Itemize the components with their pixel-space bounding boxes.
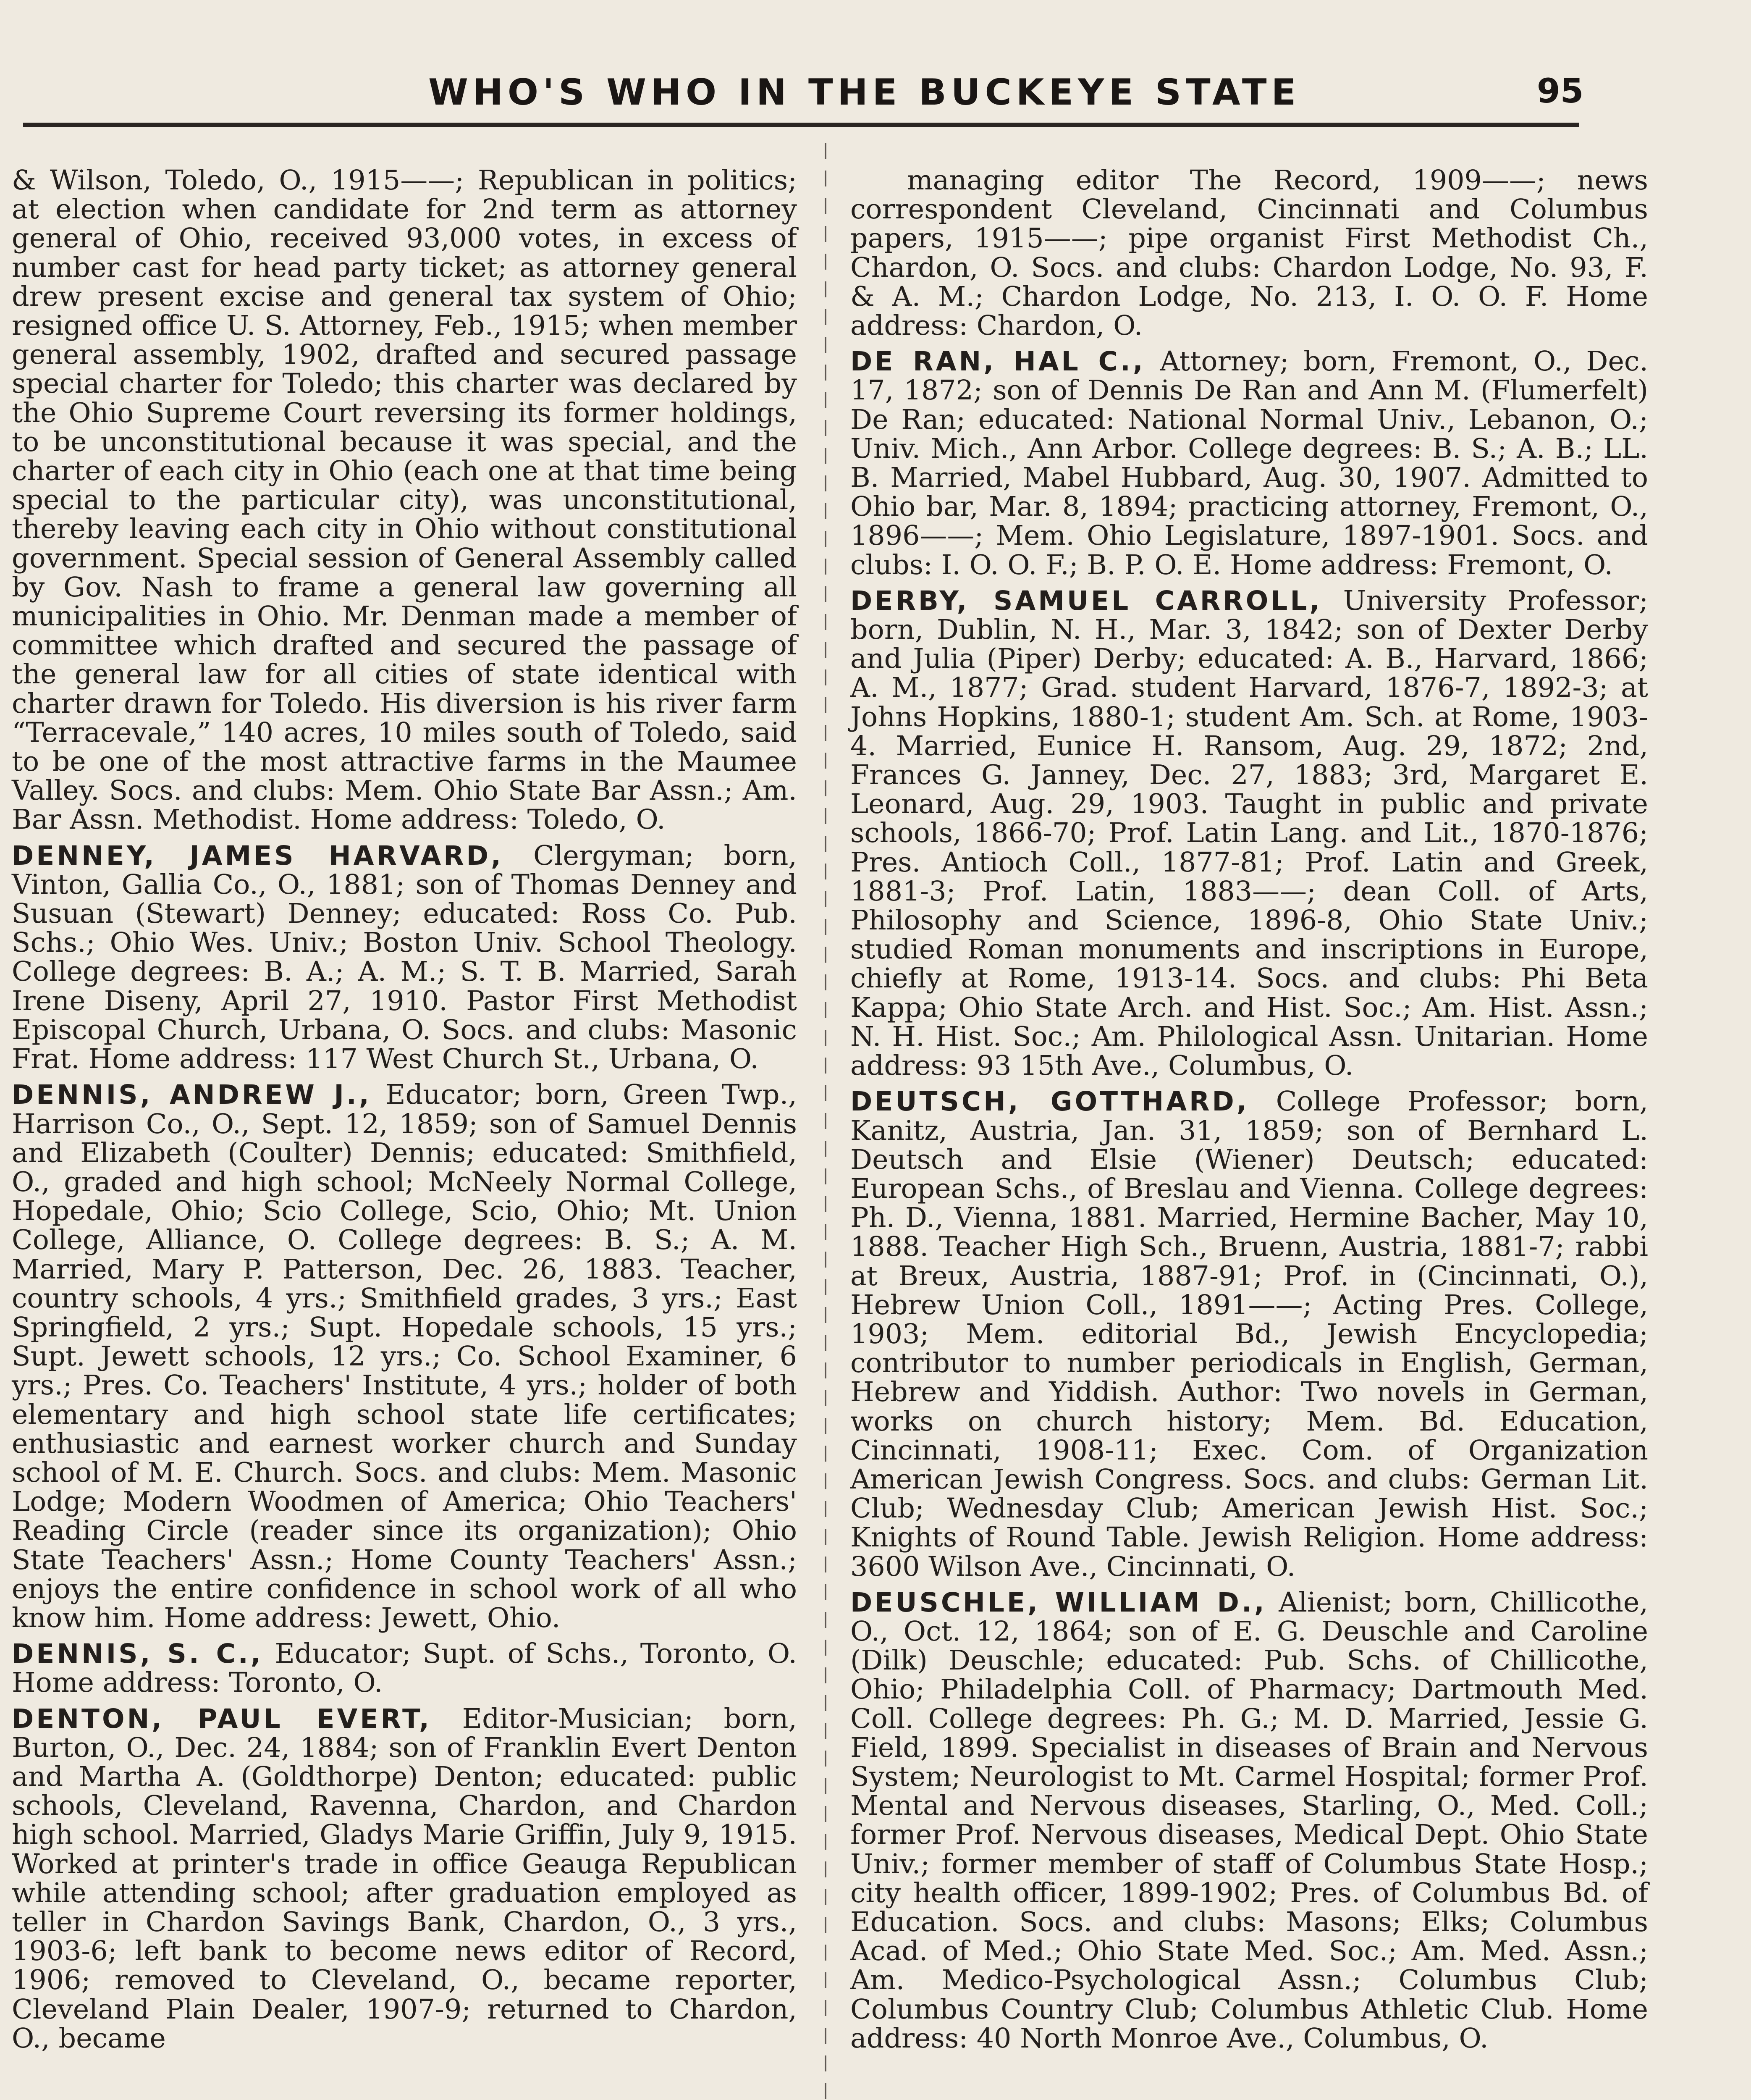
right-column: [850, 166, 1648, 2053]
left-column: [12, 166, 797, 2053]
entry-name: DERBY, SAMUEL CARROLL,: [850, 585, 1322, 616]
biography-entry: [850, 1087, 1648, 1581]
entry-text: University Professor; born, Dublin, N. H., Mar. 3, 1842; son of Dexter Derby and Julia (Piper) Derby; educated: A. B., Harvard, 1866; A. M., 1877; Grad. student Harvard, 1876-7, 1892-3; at Johns Hopkins, 1880-1; student Am. Sch. at Rome, 1903-4. Married, Eunice H. Ransom, Aug. 29, 1872; 2nd, Frances G. Janney, Dec. 27, 1883; 3rd, Margaret E. Leonard, Aug. 29, 1903. Taught in public and private schools, 1866-70; Prof. Latin Lang. and Lit., 1870-1876; Pres. Antioch Coll., 1877-81; Prof. Latin and Greek, 1881-3; Prof. Latin, 1883——; dean Coll. of Arts, Philosophy and Science, 1896-8, Ohio State Univ.; studied Roman monuments and inscriptions in Europe, chiefly at Rome, 1913-14. Socs. and clubs: Phi Beta Kappa; Ohio State Arch. and Hist. Soc.; Am. Hist. Assn.; N. H. Hist. Soc.; Am. Philological Assn. Unitarian. Home address: 93 15th Ave., Columbus, O.: [850, 585, 1648, 1082]
continuation-text: & Wilson, Toledo, O., 1915——; Republican in politics; at election when candidate for 2nd term as attorney general of Ohio, received 93,000 votes, in excess of number cast for head party ticket; as attorney general drew present excise and general tax system of Ohio; resigned office U. S. Attorney, Feb., 1915; when member general assembly, 1902, drafted and secured passage special charter for Toledo; this charter was declared by the Ohio Supreme Court reversing its former holdings, to be unconstitutional because it was special, and the charter of each city in Ohio (each one at that time being special to the particular city), was unconstitutional, thereby leaving each city in Ohio without constitutional government. Special session of General Assembly called by Gov. Nash to frame a general law governing all municipalities in Ohio. Mr. Denman made a member of committee which drafted and secured the passage of the general law for all cities of state identical with charter drawn for Toledo. His diversion is his river farm “Terracevale,” 140 acres, 10 miles south of Toledo, said to be one of the most attractive farms in the Maumee Valley. Socs. and clubs: Mem. Ohio State Bar Assn.; Am. Bar Assn. Methodist. Home address: Toledo, O.: [12, 165, 797, 836]
entry-name: DENNEY, JAMES HARVARD,: [12, 840, 503, 871]
entry-text: Educator; born, Green Twp., Harrison Co., O., Sept. 12, 1859; son of Samuel Dennis and Elizabeth (Coulter) Dennis; educated: Smithfield, O., graded and high school; McNeely Normal College, Hopedale, Ohio; Scio College, Scio, Ohio; Mt. Union College, Alliance, O. College degrees: B. S.; A. M. Married, Mary P. Patterson, Dec. 26, 1883. Teacher, country schools, 4 yrs.; Smithfield grades, 3 yrs.; East Springfield, 2 yrs.; Supt. Hopedale schools, 15 yrs.; Supt. Jewett schools, 12 yrs.; Co. School Examiner, 6 yrs.; Pres. Co. Teachers' Institute, 4 yrs.; holder of both elementary and high school state life certificates; enthusiastic and earnest worker church and Sunday school of M. E. Church. Socs. and clubs: Mem. Masonic Lodge; Modern Woodmen of America; Ohio Teachers' Reading Circle (reader since its organization); Ohio State Teachers' Assn.; Home County Teachers' Assn.; enjoys the entire confidence in school work of all who know him. Home address: Jewett, Ohio.: [12, 1079, 797, 1634]
entry-name: DEUSCHLE, WILLIAM D.,: [850, 1587, 1267, 1618]
biography-entry: [850, 1588, 1648, 2053]
biography-entry: [12, 1080, 797, 1633]
entry-text: College Professor; born, Kanitz, Austria, Jan. 31, 1859; son of Bernhard L. Deutsch and Elsie (Wiener) Deutsch; educated: European Schs., of Breslau and Vienna. College degrees: Ph. D., Vienna, 1881. Married, Hermine Bacher, May 10, 1888. Teacher High Sch., Bruenn, Austria, 1881-7; rabbi at Breux, Austria, 1887-91; Prof. in (Cincinnati, O.), Hebrew Union Coll., 1891——; Acting Pres. College, 1903; Mem. editorial Bd., Jewish Encyclopedia; contributor to number periodicals in English, German, Hebrew and Yiddish. Author: Two novels in German, works on church history; Mem. Bd. Education, Cincinnati, 1908-11; Exec. Com. of Organization American Jewish Congress. Socs. and clubs: German Lit. Club; Wednesday Club; American Jewish Hist. Soc.; Knights of Round Table. Jewish Religion. Home address: 3600 Wilson Ave., Cincinnati, O.: [850, 1086, 1648, 1583]
entry-text: Clergyman; born, Vinton, Gallia Co., O., 1881; son of Thomas Denney and Susuan (Stewart) Denney; educated: Ross Co. Pub. Schs.; Ohio Wes. Univ.; Boston Univ. School Theology. College degrees: B. A.; A. M.; S. T. B. Married, Sarah Irene Diseny, April 27, 1910. Pastor First Methodist Episcopal Church, Urbana, O. Socs. and clubs: Masonic Frat. Home address: 117 West Church St., Urbana, O.: [12, 840, 797, 1075]
entry-text: Alienist; born, Chillicothe, O., Oct. 12, 1864; son of E. G. Deuschle and Caroline (Dilk) Deuschle; educated: Pub. Schs. of Chillicothe, Ohio; Philadelphia Coll. of Pharmacy; Dartmouth Med. Coll. College degrees: Ph. G.; M. D. Married, Jessie G. Field, 1899. Specialist in diseases of Brain and Nervous System; Neurologist to Mt. Carmel Hospital; former Prof. Mental and Nervous diseases, Starling, O., Med. Coll.; former Prof. Nervous diseases, Medical Dept. Ohio State Univ.; former member of staff of Columbus State Hosp.; city health officer, 1899-1902; Pres. of Columbus Bd. of Education. Socs. and clubs: Masons; Elks; Columbus Acad. of Med.; Ohio State Med. Soc.; Am. Med. Assn.; Am. Medico-Psychological Assn.; Columbus Club; Columbus Country Club; Columbus Athletic Club. Home address: 40 North Monroe Ave., Columbus, O.: [850, 1586, 1648, 2054]
entry-name: DENNIS, ANDREW J.,: [12, 1079, 372, 1110]
biography-entry: [850, 586, 1648, 1080]
entry-name: DE RAN, HAL C.,: [850, 346, 1145, 377]
biography-entry: [12, 841, 797, 1074]
biography-entry: [12, 1639, 797, 1697]
entry-name: DENNIS, S. C.,: [12, 1638, 263, 1670]
page-number: 95: [1537, 71, 1584, 110]
entry-text: Attorney; born, Fremont, O., Dec. 17, 1872; son of Dennis De Ran and Ann M. (Flumerfelt) De Ran; educated: National Normal Univ., Lebanon, O.; Univ. Mich., Ann Arbor. College degrees: B. S.; A. B.; LL. B. Married, Mabel Hubbard, Aug. 30, 1907. Admitted to Ohio bar, Mar. 8, 1894; practicing attorney, Fremont, O., 1896——; Mem. Ohio Legislature, 1897-1901. Socs. and clubs: I. O. O. F.; B. P. O. E. Home address: Fremont, O.: [850, 346, 1648, 581]
running-header: [17, 63, 1584, 113]
biography-entry: [850, 347, 1648, 580]
entry-text: Educator; Supt. of Schs., Toronto, O. Home address: Toronto, O.: [12, 1638, 797, 1699]
biography-entry: [12, 1704, 797, 2053]
entry-text: Editor-Musician; born, Burton, O., Dec. 24, 1884; son of Franklin Evert Denton and Martha A. (Goldthorpe) Denton; educated: public schools, Cleveland, Ravenna, Chardon, and Chardon high school. Married, Gladys Marie Griffin, July 9, 1915. Worked at printer's trade in office Geauga Republican while attending school; after graduation employed as teller in Chardon Savings Bank, Chardon, O., 3 yrs., 1903-6; left bank to become news editor of Record, 1906; removed to Cleveland, O., became reporter, Cleveland Plain Dealer, 1907-9; returned to Chardon, O., became: [12, 1703, 797, 2054]
entry-name: DEUTSCH, GOTTHARD,: [850, 1086, 1249, 1117]
entry-name: DENTON, PAUL EVERT,: [12, 1703, 432, 1734]
page-title: WHO'S WHO IN THE BUCKEYE STATE: [428, 71, 1301, 113]
header-rule: [23, 123, 1579, 127]
continuation-text: managing editor The Record, 1909——; news correspondent Cleveland, Cincinnati and Columbus papers, 1915——; pipe organist First Methodist Ch., Chardon, O. Socs. and clubs: Chardon Lodge, No. 93, F. & A. M.; Chardon Lodge, No. 213, I. O. O. F. Home address: Chardon, O.: [850, 165, 1648, 342]
column-divider: [825, 143, 826, 2100]
